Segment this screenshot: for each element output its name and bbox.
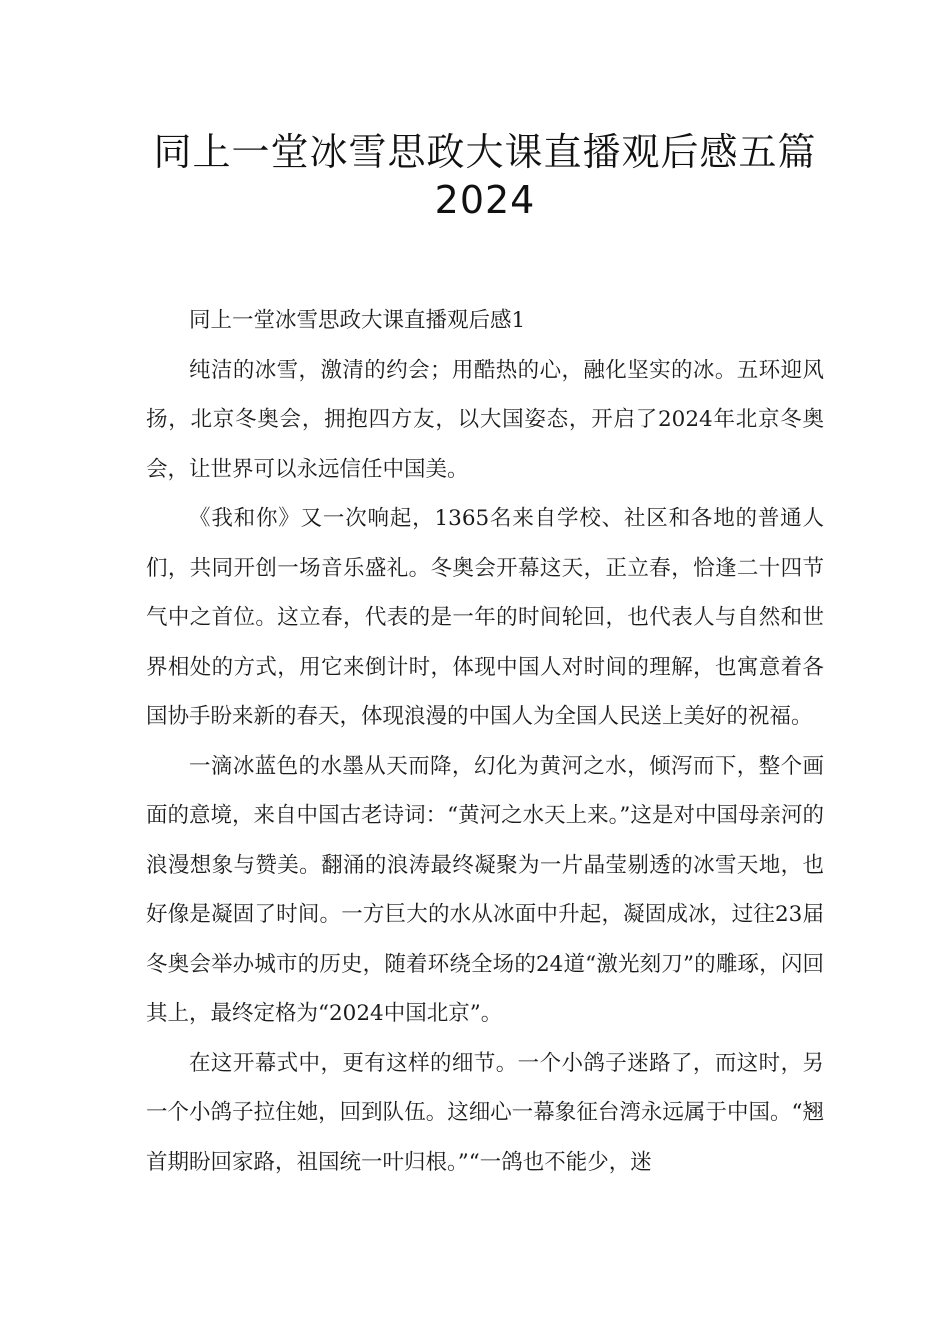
- document-title: [146, 128, 824, 224]
- document-title-line-1: 同上一堂冰雪思政大课直播观后感五篇: [153, 130, 817, 174]
- body-paragraph-3: 一滴冰蓝色的水墨从天而降，幻化为黄河之水，倾泻而下，整个画面的意境，来自中国古老诗词：“黄河之水天上来。”这是对中国母亲河的浪漫想象与赞美。翻涌的浪涛最终凝聚为一片晶莹剔透的冰雪天地，也好像是凝固了时间。一方巨大的水从冰面中升起，凝固成冰，过往23届冬奥会举办城市的历史，随着环绕全场的24道“激光刻刀”的雕琢，闪回其上，最终定格为“2024中国北京”。: [146, 753, 824, 1026]
- document-title-line-2: 2024: [434, 178, 536, 222]
- document-body: [146, 296, 824, 1187]
- body-paragraph-2: 《我和你》又一次响起，1365名来自学校、社区和各地的普通人们，共同开创一场音乐盛礼。冬奥会开幕这天，正立春，恰逢二十四节气中之首位。这立春，代表的是一年的时间轮回，也代表人与自然和世界相处的方式，用它来倒计时，体现中国人对时间的理解，也寓意着各国协手盼来新的春天，体现浪漫的中国人为全国人民送上美好的祝福。: [146, 506, 824, 729]
- body-paragraph-1: 纯洁的冰雪，激清的约会；用酷热的心，融化坚实的冰。五环迎风扬，北京冬奥会，拥抱四方友，以大国姿态，开启了2024年北京冬奥会，让世界可以永远信任中国美。: [146, 357, 824, 482]
- body-paragraph-4: 在这开幕式中，更有这样的细节。一个小鸽子迷路了，而这时，另一个小鸽子拉住她，回到队伍。这细心一幕象征台湾永远属于中国。“翘首期盼回家路，祖国统一叶归根。”“一鸽也不能少，迷: [146, 1050, 824, 1175]
- section-heading: 同上一堂冰雪思政大课直播观后感1: [189, 308, 526, 333]
